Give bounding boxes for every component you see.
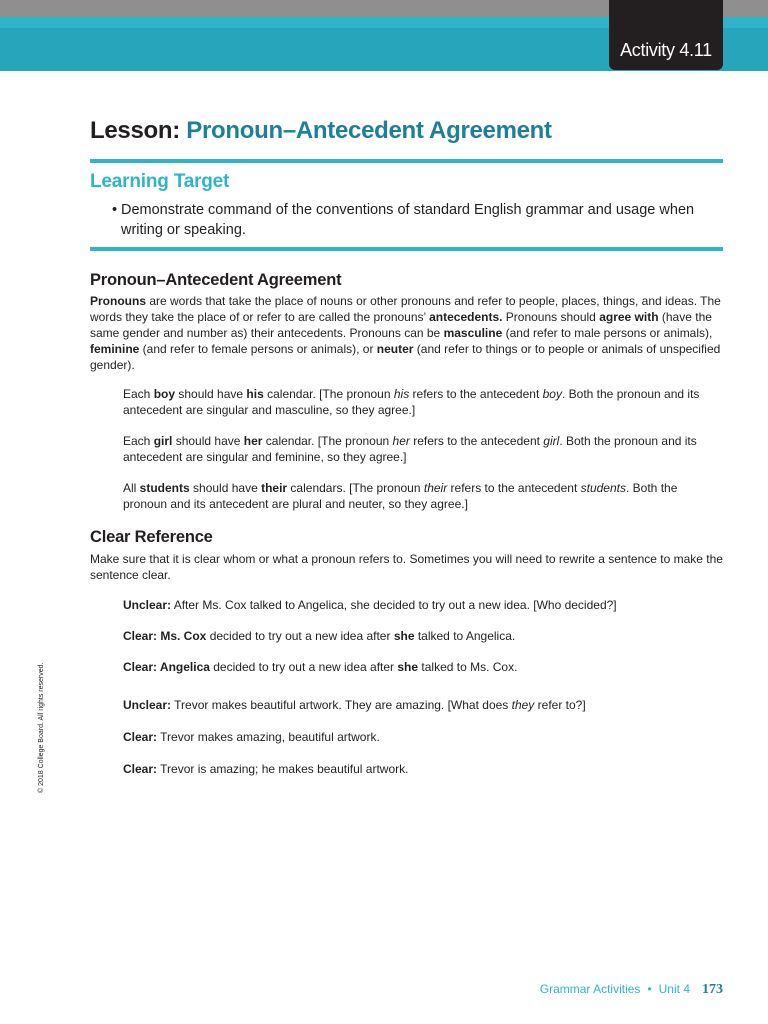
text-run: All [123, 481, 140, 495]
bold-run: their [261, 481, 288, 495]
copyright-notice: © 2018 College Board. All rights reserved. [38, 662, 45, 793]
text-run: refers to the antecedent [409, 387, 543, 401]
bold-run: she [393, 629, 415, 643]
text-run: refers to the antecedent [447, 481, 581, 495]
text-run: should have [175, 387, 247, 401]
italic-run: her [392, 434, 410, 448]
bold-run: boy [153, 387, 176, 401]
text-run: Each [123, 387, 154, 401]
learning-target-heading: Learning Target [90, 171, 230, 192]
lesson-title [90, 117, 552, 145]
text-run: (have the same gender and number as) their antecedents. Pronouns can be [90, 310, 712, 340]
pa-intro [90, 293, 724, 373]
lesson-title-topic: Pronoun–Antecedent Agreement [186, 117, 552, 144]
text-run: refers to the antecedent [409, 434, 544, 448]
text-run: Pronouns should [502, 310, 600, 324]
footer-section: Grammar Activities [539, 982, 641, 996]
bold-run: antecedents. [429, 310, 503, 324]
text-run: Trevor makes beautiful artwork. They are amazing. [What does [171, 698, 512, 712]
cr-example-2 [123, 628, 723, 644]
bold-run: she [397, 660, 419, 674]
lesson-title-prefix: Lesson: [90, 117, 180, 144]
bold-run: Pronouns [90, 294, 146, 308]
clear-reference-intro: Make sure that it is clear whom or what a pronoun refers to. Sometimes you will need to rewrite a sentence to make the sentence clear. [90, 552, 723, 582]
page-footer [540, 982, 723, 998]
text-run: . Both the pronoun and its antecedent are singular and masculine, so they agree.] [123, 387, 700, 417]
italic-run: they [511, 698, 535, 712]
cr-example-5 [123, 729, 723, 745]
bold-run: masculine [443, 326, 503, 340]
text-run: refer to?] [534, 698, 586, 712]
italic-run: his [393, 387, 410, 401]
activity-tab [609, 0, 723, 70]
text-run: should have [189, 481, 262, 495]
text-run: decided to try out a new idea after [209, 660, 398, 674]
page-number: 173 [702, 982, 723, 997]
cr-example-3 [123, 659, 723, 675]
bold-run: Clear: [123, 762, 158, 776]
text-run: decided to try out a new idea after [206, 629, 394, 643]
italic-run: students [580, 481, 626, 495]
activity-label: Activity 4.11 [620, 40, 712, 60]
text-run: calendar. [The pronoun [262, 434, 393, 448]
text-run: Each [123, 434, 154, 448]
text-run: should have [172, 434, 244, 448]
bold-run: Clear: Angelica [123, 660, 210, 674]
text-run: calendar. [The pronoun [263, 387, 394, 401]
learning-target-bullet [112, 200, 712, 240]
text-run: talked to Angelica. [414, 629, 516, 643]
pa-heading: Pronoun–Antecedent Agreement [90, 271, 342, 289]
pa-example-1 [123, 386, 723, 418]
text-run: Trevor makes amazing, beautiful artwork. [157, 730, 380, 744]
clear-reference-heading: Clear Reference [90, 528, 213, 546]
bold-run: students [139, 481, 190, 495]
divider-bottom [90, 247, 723, 251]
pa-example-2 [123, 433, 723, 465]
cr-example-1 [123, 597, 723, 613]
text-run: After Ms. Cox talked to Angelica, she decided to try out a new idea. [Who decided?] [171, 598, 617, 612]
bold-run: feminine [90, 342, 140, 356]
text-run: . Both the pronoun and its antecedent are plural and neuter, so they agree.] [123, 481, 678, 511]
cr-example-4 [123, 697, 723, 713]
text-run: are words that take the place of nouns or other pronouns and refer to people, places, things, and ideas. The words they take the place of or refer to are called the pronouns’ [90, 294, 721, 324]
bold-run: Unclear: [123, 598, 172, 612]
italic-run: their [423, 481, 448, 495]
divider-top [90, 159, 723, 163]
italic-run: boy [542, 387, 562, 401]
bold-run: neuter [376, 342, 414, 356]
footer-separator: • [647, 982, 652, 996]
pa-example-3 [123, 480, 723, 512]
text-run: . Both the pronoun and its antecedent are singular and feminine, so they agree.] [123, 434, 697, 464]
text-run: (and refer to things or to people or animals of unspecified gender). [90, 342, 721, 372]
bold-run: Unclear: [123, 698, 172, 712]
footer-unit: Unit 4 [658, 982, 690, 996]
bold-run: his [246, 387, 264, 401]
bold-run: Clear: Ms. Cox [123, 629, 207, 643]
cr-example-6 [123, 761, 723, 777]
text-run: calendars. [The pronoun [287, 481, 424, 495]
text-run: Trevor is amazing; he makes beautiful artwork. [157, 762, 409, 776]
italic-run: girl [543, 434, 560, 448]
text-run: (and refer to male persons or animals), [502, 326, 713, 340]
text-run: (and refer to female persons or animals), or [139, 342, 377, 356]
learning-target-text: Demonstrate command of the conventions of standard English grammar and usage when writing or speaking. [121, 202, 695, 238]
text-run: talked to Ms. Cox. [418, 660, 518, 674]
bold-run: her [243, 434, 263, 448]
bold-run: girl [153, 434, 173, 448]
bullet-icon: • [112, 202, 118, 218]
bold-run: Clear: [123, 730, 158, 744]
bold-run: agree with [599, 310, 659, 324]
